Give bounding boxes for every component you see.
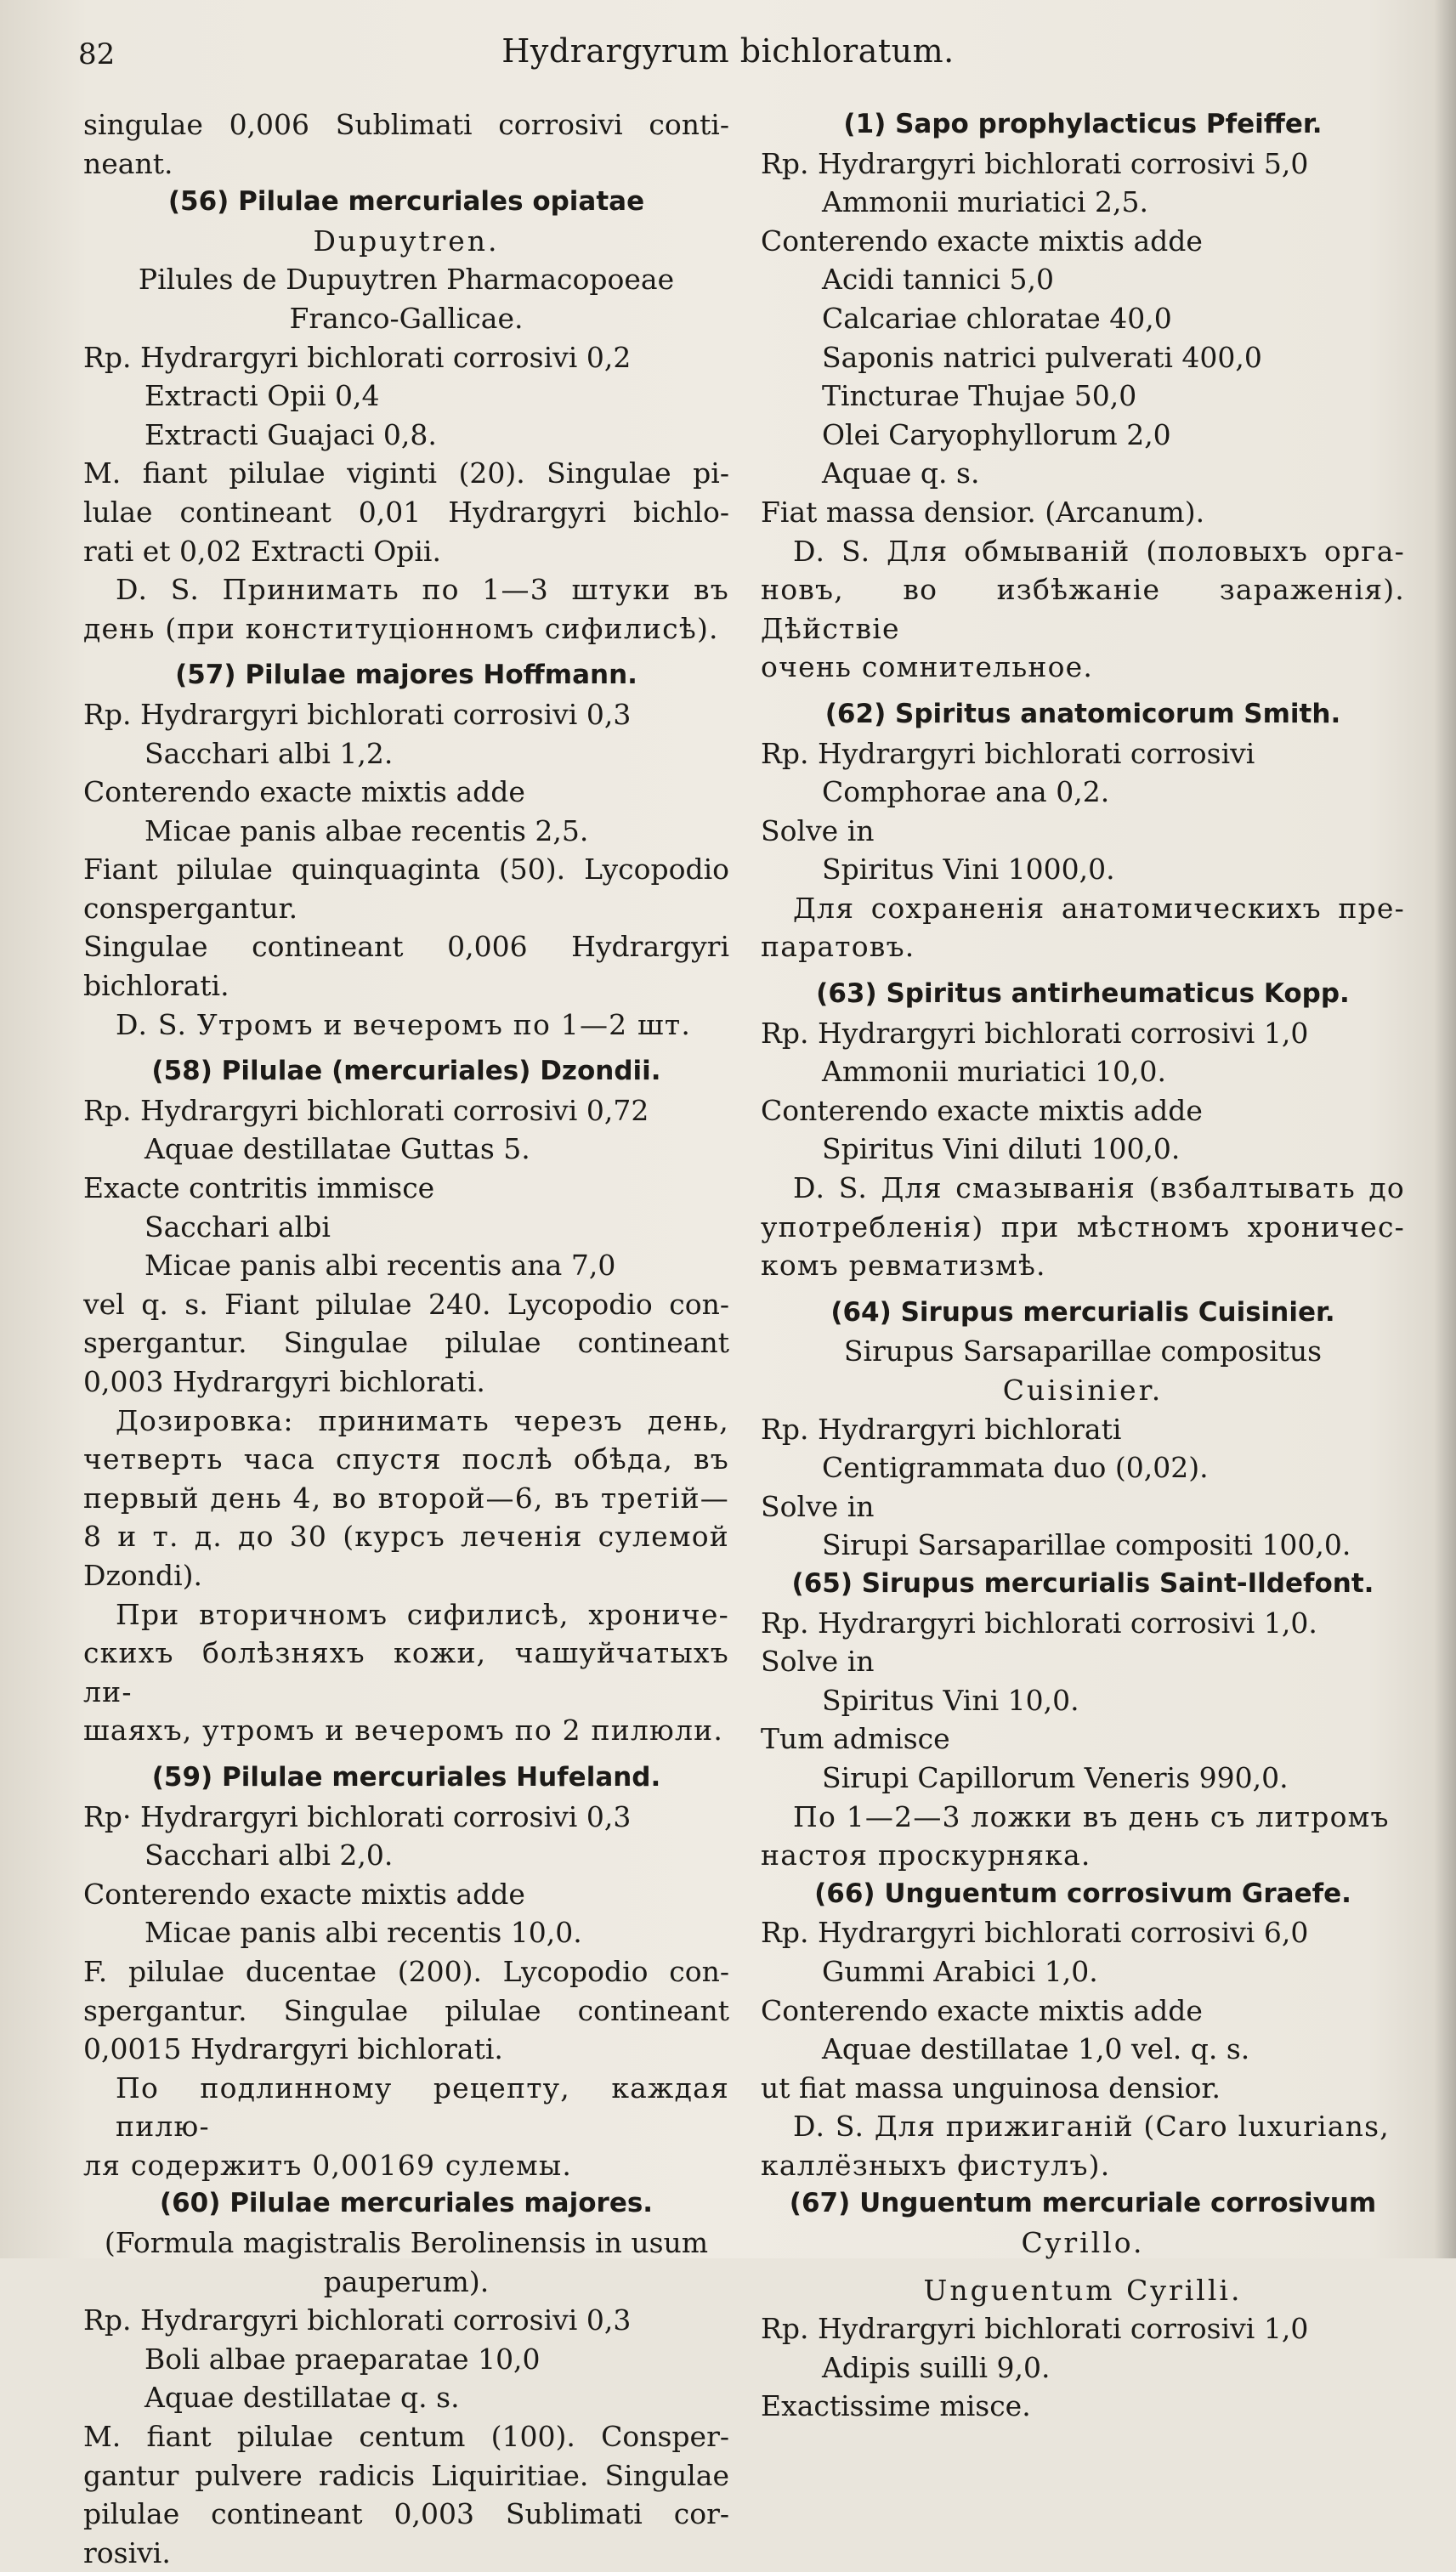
text-line: Micae panis albae recentis 2,5. (144, 813, 589, 847)
text-line: pauperum). (323, 2264, 490, 2298)
recipe-heading: (66) Unguentum corrosivum Graefe. (814, 1878, 1351, 1909)
text-line: Ammonii muriatici 10,0. (822, 1055, 1166, 1089)
text-line: По подлинному рецепту, каждая пилю- (116, 2071, 729, 2144)
text-line: Aquae q. s. (822, 456, 980, 490)
text-line: Singulae contineant 0,006 Hydrargyri (83, 930, 729, 964)
text-line: Boli albae praeparatae 10,0 (144, 2342, 541, 2376)
text-line: 8 и т. д. до 30 (курсъ леченія сулемой (83, 1520, 729, 1554)
text-line: neant. (83, 146, 173, 180)
text-line: (Formula magistralis Berolinensis in usum (104, 2226, 709, 2260)
text-line: Fiant pilulae quinquaginta (50). Lycopodio (83, 853, 729, 887)
text-line: Aquae destillatae 1,0 vel. q. s. (822, 2032, 1250, 2066)
text-line: rosivi. (83, 2535, 171, 2569)
line-spacer (761, 2263, 1405, 2271)
text-line: Rp. Hydrargyri bichlorati corrosivi 0,3 (83, 2303, 632, 2337)
text-line: Micae panis albi recentis 10,0. (144, 1916, 582, 1950)
line-spacer (83, 648, 729, 656)
text-line: Rp. Hydrargyri bichlorati (761, 1412, 1122, 1446)
text-line: Cuisinier. (1002, 1374, 1164, 1407)
text-line: Tincturae Thujae 50,0 (822, 379, 1137, 413)
text-line: паратовъ. (761, 930, 915, 964)
text-line: Cyrillo. (1021, 2226, 1145, 2260)
text-line: Tum admisce (761, 1722, 950, 1756)
line-spacer (761, 687, 1405, 695)
running-title: Hydrargyrum bichloratum. (501, 32, 955, 70)
text-line: ut fiat massa unguinosa densior. (761, 2071, 1221, 2105)
text-line: употребленія) при мѣстномъ хроничес- (761, 1210, 1405, 1244)
text-line: M. fiant pilulae centum (100). Consper- (83, 2420, 729, 2454)
text-line: Exacte contritis immisce (83, 1171, 435, 1205)
text-line: комъ ревматизмѣ. (761, 1249, 1046, 1283)
text-line: Spiritus Vini 1000,0. (822, 853, 1115, 887)
recipe-heading: (63) Spiritus antirheumaticus Kopp. (816, 978, 1350, 1010)
text-line: Rp· Hydrargyri bichlorati corrosivi 0,3 (83, 1799, 632, 1833)
recipe-heading: (60) Pilulae mercuriales majores. (159, 2188, 654, 2219)
text-line: D. S. Утромъ и вечеромъ по 1—2 шт. (116, 1007, 692, 1041)
text-line: четверть часа спустя послѣ обѣда, въ (83, 1442, 729, 1476)
text-line: скихъ болѣзняхъ кожи, чашуйчатыхъ ли- (83, 1636, 729, 1708)
text-line: Solve in (761, 1645, 875, 1679)
text-line: spergantur. Singulae pilulae contineant (83, 1326, 729, 1360)
text-line: По 1—2—3 ложки въ день съ литромъ (793, 1799, 1390, 1833)
text-line: очень сомнительное. (761, 650, 1094, 684)
text-line: Ammonii muriatici 2,5. (822, 185, 1148, 219)
text-line: Olei Caryophyllorum 2,0 (822, 417, 1171, 451)
text-line: Sacchari albi (144, 1210, 331, 1244)
text-line: Rp. Hydrargyri bichlorati corrosivi 1,0. (761, 1606, 1317, 1640)
page-spine-shadow (1434, 0, 1456, 2258)
text-line: Dzondi). (83, 1558, 203, 1592)
text-line: Conterendo exacte mixtis adde (761, 224, 1203, 258)
text-line: Extracti Guajaci 0,8. (144, 417, 437, 451)
text-line: conspergantur. (83, 891, 298, 925)
recipe-heading: (62) Spiritus anatomicorum Smith. (824, 698, 1341, 729)
text-line: Micae panis albi recentis ana 7,0 (144, 1249, 616, 1283)
text-line: Rp. Hydrargyri bichlorati corrosivi 0,3 (83, 697, 632, 731)
text-line: Rp. Hydrargyri bichlorati corrosivi 5,0 (761, 146, 1309, 180)
text-line: Pilules de Dupuytren Pharmacopoeae (138, 263, 675, 297)
text-line: каллёзныхъ фистулъ). (761, 2148, 1111, 2182)
recipe-heading: (64) Sirupus mercurialis Cuisinier. (830, 1296, 1335, 1328)
text-line: spergantur. Singulae pilulae contineant (83, 1993, 729, 2027)
recipe-heading: (59) Pilulae mercuriales Hufeland. (151, 1761, 661, 1793)
text-line: Sacchari albi 2,0. (144, 1838, 394, 1872)
text-line: ля содержитъ 0,00169 сулемы. (83, 2148, 573, 2182)
recipe-heading: (56) Pilulae mercuriales opiatae (167, 186, 645, 218)
line-spacer (761, 966, 1405, 975)
text-line: Gummi Arabici 1,0. (822, 1954, 1098, 1988)
text-line: gantur pulvere radicis Liquiritiae. Singulae (83, 2458, 729, 2492)
text-line: Rp. Hydrargyri bichlorati corrosivi 0,72 (83, 1093, 649, 1127)
text-line: Unguentum Cyrilli. (923, 2273, 1243, 2307)
text-line: Franco-Gallicae. (289, 301, 524, 335)
text-line: настоя проскурняка. (761, 1838, 1091, 1872)
text-line: D. S. Для обмываній (половыхъ орга- (793, 534, 1405, 568)
text-line: Extracti Opii 0,4 (144, 379, 380, 413)
recipe-heading: (1) Sapo prophylacticus Pfeiffer. (843, 109, 1323, 139)
text-line: день (при конституціонномъ сифилисѣ). (83, 611, 719, 645)
line-spacer (761, 1285, 1405, 1294)
recipe-heading: (58) Pilulae (mercuriales) Dzondii. (151, 1056, 661, 1087)
text-line: vel q. s. Fiant pilulae 240. Lycopodio con- (83, 1287, 729, 1321)
text-line: Conterendo exacte mixtis adde (761, 1993, 1203, 2027)
text-line: Conterendo exacte mixtis adde (761, 1093, 1203, 1127)
text-line: M. fiant pilulae viginti (20). Singulae pi- (83, 456, 729, 490)
recipe-heading: (65) Sirupus mercurialis Saint-Ildefont. (791, 1567, 1374, 1599)
text-line: Calcariae chloratae 40,0 (822, 301, 1172, 335)
text-line: Comphorae ana 0,2. (822, 775, 1110, 809)
text-line: 0,0015 Hydrargyri bichlorati. (83, 2032, 503, 2066)
page-number: 82 (78, 37, 116, 71)
text-line: Saponis natrici pulverati 400,0 (822, 340, 1262, 374)
line-spacer (83, 1044, 729, 1052)
text-line: D. S. Для смазыванія (взбалтывать до (793, 1171, 1405, 1205)
text-line: Sirupi Capillorum Veneris 990,0. (822, 1760, 1289, 1794)
text-line: Дозировка: принимать черезъ день, (116, 1403, 729, 1437)
recipe-heading: (57) Pilulae majores Hoffmann. (175, 660, 637, 691)
text-line: lulae contineant 0,01 Hydrargyri bichlo- (83, 495, 729, 529)
text-line: Solve in (761, 1489, 875, 1523)
text-line: Sacchari albi 1,2. (144, 736, 394, 770)
text-line: 0,003 Hydrargyri bichlorati. (83, 1365, 485, 1398)
text-line: Acidi tannici 5,0 (822, 263, 1055, 297)
text-line: Rp. Hydrargyri bichlorati corrosivi 1,0 (761, 1016, 1309, 1050)
text-line: Для сохраненія анатомическихъ пре- (793, 891, 1405, 925)
text-line: Rp. Hydrargyri bichlorati corrosivi 6,0 (761, 1916, 1309, 1950)
text-line: Centigrammata duo (0,02). (822, 1451, 1209, 1485)
right-column (761, 105, 1405, 2426)
text-line: При вторичномъ сифилисѣ, хрониче- (116, 1597, 729, 1631)
text-line: Exactissime misce. (761, 2389, 1031, 2423)
text-line: Adipis suilli 9,0. (822, 2350, 1051, 2384)
text-line: Dupuytren. (313, 224, 500, 258)
text-line: rati et 0,02 Extracti Opii. (83, 534, 441, 568)
text-line: Rp. Hydrargyri bichlorati corrosivi 1,0 (761, 2312, 1309, 2346)
recipe-heading: (67) Unguentum mercuriale corrosivum (789, 2188, 1377, 2219)
text-line: Spiritus Vini 10,0. (822, 1683, 1079, 1717)
text-line: Aquae destillatae Guttas 5. (144, 1132, 530, 1166)
text-line: pilulae contineant 0,003 Sublimati cor- (83, 2497, 729, 2531)
text-line: шаяхъ, утромъ и вечеромъ по 2 пилюли. (83, 1714, 724, 1748)
text-line: Spiritus Vini diluti 100,0. (822, 1132, 1181, 1166)
text-line: Solve in (761, 813, 875, 847)
text-line: Sirupus Sarsaparillae compositus (843, 1334, 1323, 1368)
text-line: первый день 4, во второй—6, въ третій— (83, 1481, 729, 1515)
text-line: D. S. Для прижиганій (Caro luxurians, (793, 2110, 1390, 2144)
text-line: singulae 0,006 Sublimati corrosivi conti- (83, 108, 729, 141)
text-line: Rp. Hydrargyri bichlorati corrosivi 0,2 (83, 340, 632, 374)
text-line: Conterendo exacte mixtis adde (83, 1877, 525, 1911)
text-line: D. S. Принимать по 1—3 штуки въ (116, 573, 729, 607)
text-line: новъ, во избѣжаніе зараженія). Дѣйствіе (761, 573, 1405, 645)
left-column (83, 105, 729, 2572)
text-line: F. pilulae ducentae (200). Lycopodio con- (83, 1954, 729, 1988)
line-spacer (83, 1750, 729, 1759)
text-line: Sirupi Sarsaparillae compositi 100,0. (822, 1528, 1351, 1562)
text-line: Rp. Hydrargyri bichlorati corrosivi (761, 736, 1255, 770)
text-line: Conterendo exacte mixtis adde (83, 775, 525, 809)
text-line: Aquae destillatae q. s. (144, 2381, 460, 2415)
text-line: Fiat massa densior. (Arcanum). (761, 495, 1205, 529)
text-line: bichlorati. (83, 969, 229, 1003)
